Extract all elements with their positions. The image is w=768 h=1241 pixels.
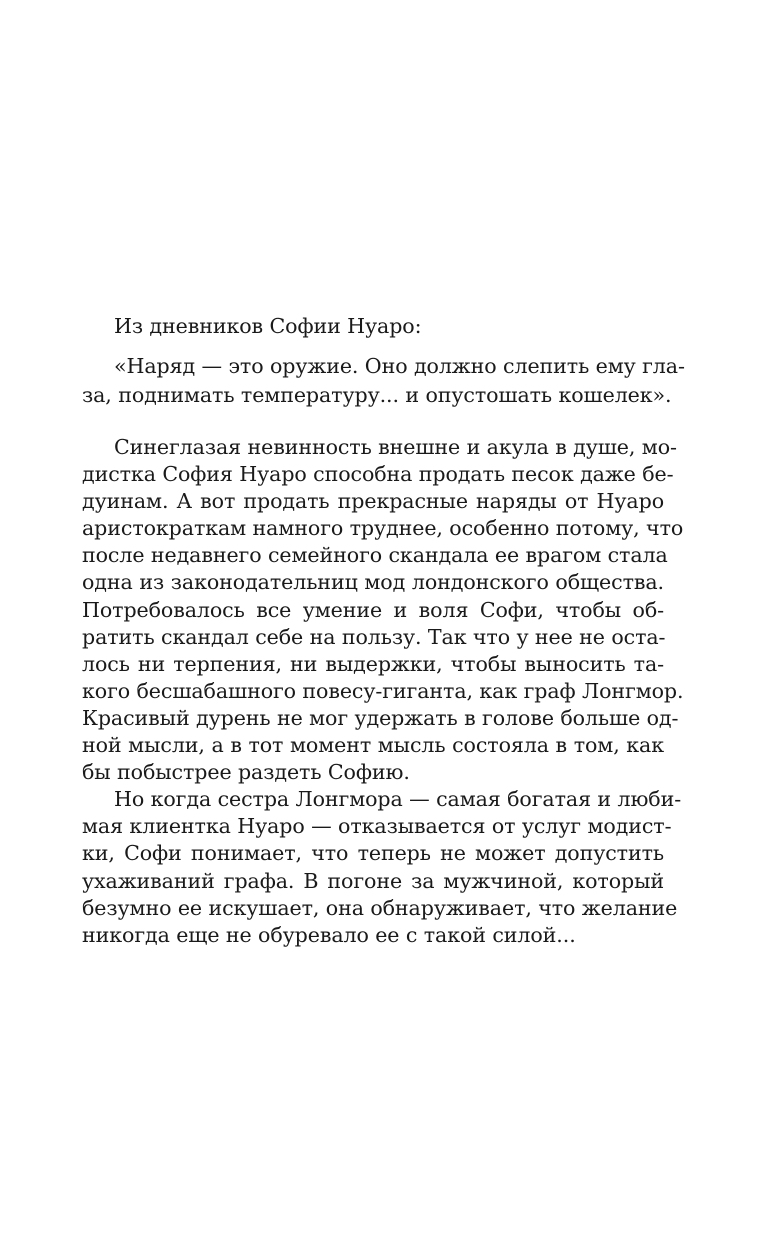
paragraph-line: ухаживаний графа. В погоне за мужчиной, который: [82, 869, 664, 893]
paragraph-line: дуинам. А вот продать прекрасные наряды от Нуаро: [82, 489, 664, 513]
paragraph-line: одна из законодательниц мод лондонского общества.: [82, 570, 664, 594]
paragraph-line: дистка София Нуаро способна продать песок даже бе-: [82, 462, 674, 486]
paragraph-line: никогда еще не обуревало ее с такой силой...: [82, 923, 576, 947]
paragraph-line: аристократкам намного труднее, особенно потому, что: [82, 516, 684, 540]
paragraph-line: мая клиентка Нуаро — отказывается от услуг модист-: [82, 814, 672, 838]
paragraph-line: ки, Софи понимает, что теперь не может допустить: [82, 841, 664, 865]
paragraph-line: Красивый дурень не мог удержать в голове больше од-: [82, 706, 679, 730]
paragraph-line: бы побыстрее раздеть Софию.: [82, 760, 410, 784]
paragraph-line: ратить скандал себе на пользу. Так что у нее не оста-: [82, 625, 666, 649]
epigraph-source: Из дневников Софии Нуаро:: [114, 314, 422, 338]
paragraph-line: Но когда сестра Лонгмора — самая богатая и люби-: [114, 787, 682, 811]
paragraph-line: Потребовалось все умение и воля Софи, чтобы об-: [82, 598, 664, 622]
paragraph-line: Синеглазая невинность внешне и акула в душе, мо-: [114, 435, 677, 459]
epigraph-quote-line: «Наряд — это оружие. Оно должно слепить ему гла-: [114, 354, 685, 378]
paragraph-line: лось ни терпения, ни выдержки, чтобы выносить та-: [82, 652, 664, 676]
paragraph-line: ной мысли, а в тот момент мысль состояла в том, как: [82, 733, 664, 757]
paragraph-line: после недавнего семейного скандала ее врагом стала: [82, 543, 668, 567]
paragraph-line: безумно ее искушает, она обнаруживает, что желание: [82, 896, 678, 920]
epigraph-quote-line: за, поднимать температуру... и опустошать кошелек».: [82, 383, 672, 407]
paragraph-line: кого бесшабашного повесу-гиганта, как граф Лонгмор.: [82, 679, 684, 703]
